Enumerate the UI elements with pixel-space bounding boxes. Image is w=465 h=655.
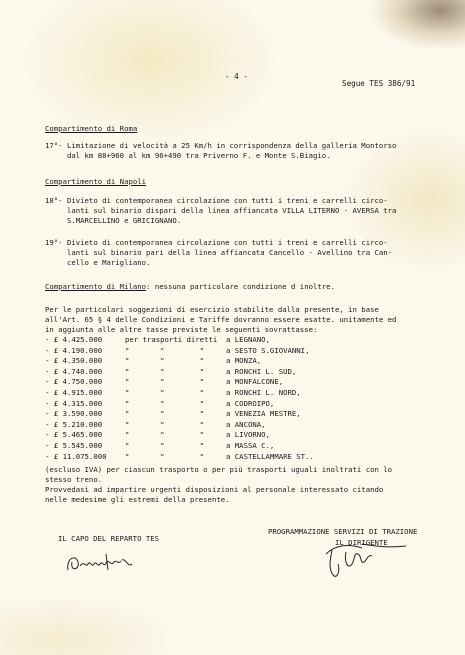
intro-line-1: Per le particolari soggezioni di esercizio stabilite dalla presente, in base	[45, 305, 379, 314]
surcharge-amount: - £ 4.350.000	[45, 356, 103, 366]
item-18-line-1: 18°- Divieto di contemporanea circolazione con tutti i treni e carrelli circo-	[45, 196, 388, 205]
signature-right-handwriting	[322, 540, 412, 580]
surcharge-amount: - £ 5.465.000	[45, 430, 103, 440]
surcharge-amount: - £ 4.915.000	[45, 388, 103, 397]
closing-line-2: stesso treno.	[45, 475, 103, 484]
surcharge-amount: - £ 4.190.000	[45, 345, 103, 355]
section-heading-milano: Compartimento di Milano	[45, 282, 147, 291]
surcharge-description: per trasporti diretti	[125, 335, 218, 344]
intro-line-2: all'Art. 65 § 4 delle Condizioni e Tariffe dovranno essere esatte. unitamente ed	[45, 315, 397, 324]
item-17-line-1: 17°- Limitazione di velocità a 25 Km/h in corrispondenza della galleria Montorso	[45, 141, 397, 150]
surcharge-amount: - £ 4.315.000	[45, 398, 103, 408]
item-19-line-2: lanti sul binario pari della linea affiancata Cancello - Avellino tra Can-	[45, 248, 393, 257]
surcharge-description: " " "	[125, 409, 205, 419]
item-19-line-1: 19°- Divieto di contemporanea circolazione con tutti i treni e carrelli circo-	[45, 238, 388, 247]
section-heading-roma: Compartimento di Roma	[45, 124, 138, 133]
surcharge-description: " " "	[125, 398, 205, 408]
surcharge-destination: a MONFALCONE,	[226, 377, 284, 387]
surcharge-destination: a SESTO S.GIOVANNI,	[226, 345, 310, 355]
surcharge-description: " " "	[125, 441, 205, 450]
surcharge-description: " " "	[125, 388, 205, 397]
item-18-line-3: S.MARCELLINO e GRICIGNANO.	[45, 216, 182, 225]
surcharge-description: " " "	[125, 430, 205, 440]
surcharge-description: " " "	[125, 419, 205, 429]
surcharge-destination: a MASSA C.,	[226, 441, 275, 450]
closing-line-4: nelle medesime gli estremi della presente.	[45, 495, 230, 504]
closing-line-3: Provvedasi ad impartire urgenti disposizioni al personale interessato citando	[45, 485, 384, 494]
surcharge-description: " " "	[125, 366, 205, 376]
milano-line	[45, 282, 335, 291]
surcharge-destination: a LIVORNO,	[226, 430, 270, 440]
section-heading-napoli: Compartimento di Napoli	[45, 177, 147, 186]
surcharge-destination: a VENEZIA MESTRE,	[226, 409, 301, 419]
surcharge-description: " " "	[125, 451, 205, 461]
reference-number: Segue TES 386/91	[342, 79, 416, 88]
surcharge-destination: a CASTELLAMMARE ST..	[226, 451, 314, 461]
intro-line-3: in aggiunta alle altre tasse previste le seguenti sovrattasse:	[45, 325, 318, 334]
surcharge-description: " " "	[125, 345, 205, 355]
surcharge-destination: a CODROIPO,	[226, 398, 275, 408]
surcharge-destination: a RONCHI L. SUD,	[226, 366, 297, 376]
surcharge-description: " " "	[125, 377, 205, 387]
surcharge-amount: - £ 4.425.000	[45, 335, 103, 344]
surcharge-destination: a LEGNANO,	[226, 335, 270, 344]
surcharge-amount: - £ 3.590.000	[45, 409, 103, 419]
surcharge-description: " " "	[125, 356, 205, 366]
item-17-line-2: dal km 88+960 al km 96+490 tra Priverno F. e Monte S.Biagio.	[45, 151, 331, 160]
closing-line-1: (escluso IVA) per ciascun trasporto o per più trasporti uguali inoltrati con lo	[45, 465, 393, 474]
signature-left-title: IL CAPO DEL REPARTO TES	[58, 534, 160, 543]
surcharge-amount: - £ 5.545.000	[45, 441, 103, 450]
signature-right-role: IL DIRIGENTE	[335, 538, 388, 547]
item-18-line-2: lanti sul binario dispari della linea affiancata VILLA LITERNO - AVERSA tra	[45, 206, 397, 215]
surcharge-destination: a ANCONA,	[226, 419, 266, 429]
surcharge-amount: - £ 4.740.000	[45, 366, 103, 376]
surcharge-destination: a RONCHI L. NORD,	[226, 388, 301, 397]
surcharge-destination: a MONZA,	[226, 356, 262, 366]
signature-right-title: PROGRAMMAZIONE SERVIZI DI TRAZIONE	[268, 527, 418, 536]
milano-text: : nessuna particolare condizione d inoltre.	[146, 282, 335, 291]
surcharge-amount: - £ 11.075.000	[45, 451, 107, 461]
surcharge-amount: - £ 4.750.000	[45, 377, 103, 387]
surcharge-amount: - £ 5.210.000	[45, 419, 103, 429]
page-number: - 4 -	[225, 72, 248, 81]
item-19-line-3: cello e Marigliano.	[45, 258, 151, 267]
signature-left-handwriting	[62, 548, 142, 578]
